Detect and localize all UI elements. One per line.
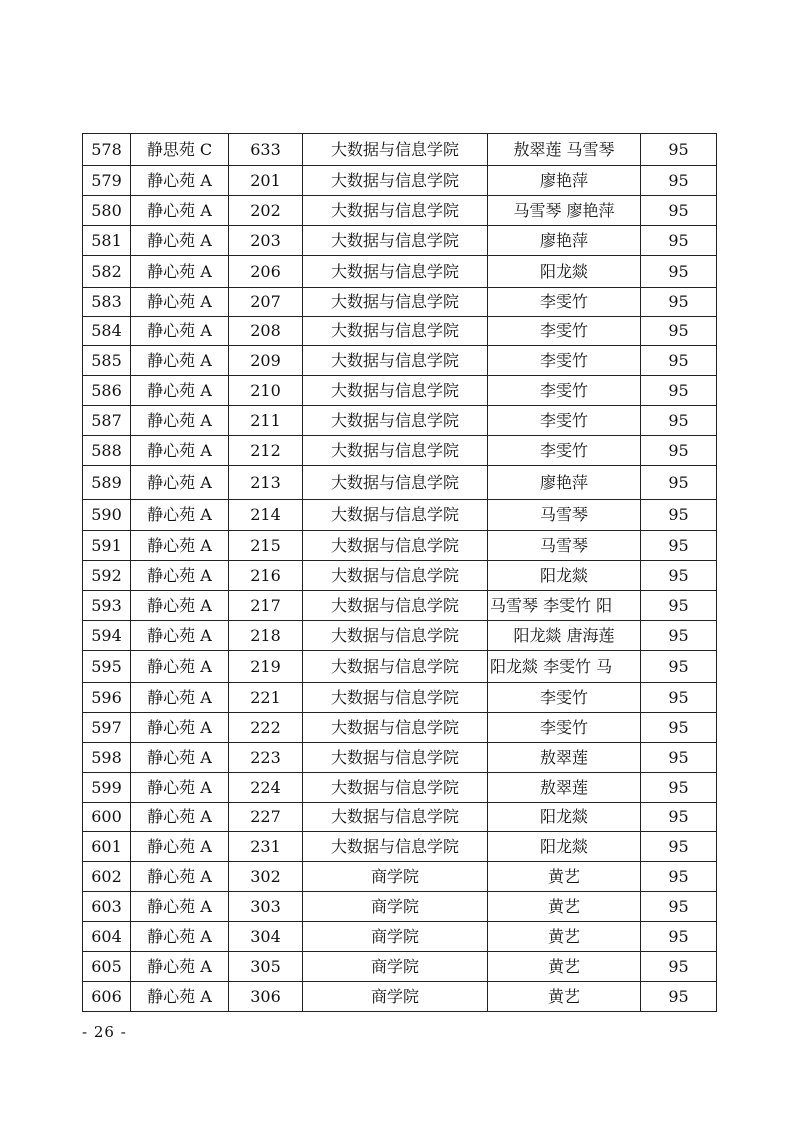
building-cell: 静心苑 A	[131, 832, 229, 862]
table-row	[83, 832, 717, 862]
row-number-cell: 579	[83, 166, 131, 196]
room-number-cell: 215	[229, 531, 303, 561]
score-cell: 95	[641, 531, 717, 561]
table-row	[83, 436, 717, 466]
building-cell: 静心苑 A	[131, 683, 229, 713]
table-row	[83, 561, 717, 591]
room-number-cell: 216	[229, 561, 303, 591]
building-cell: 静心苑 A	[131, 713, 229, 743]
score-cell: 95	[641, 713, 717, 743]
score-cell: 95	[641, 256, 717, 288]
row-number-cell: 593	[83, 591, 131, 621]
college-cell: 大数据与信息学院	[303, 436, 488, 466]
row-number-cell: 604	[83, 922, 131, 952]
table-row	[83, 376, 717, 406]
instructors-cell: 阳龙燚 唐海莲	[488, 621, 641, 651]
score-cell: 95	[641, 317, 717, 346]
college-cell: 大数据与信息学院	[303, 743, 488, 773]
instructors-cell: 黄艺	[488, 862, 641, 892]
room-number-cell: 219	[229, 651, 303, 683]
instructors-cell: 廖艳萍	[488, 466, 641, 500]
instructors-cell: 黄艺	[488, 922, 641, 952]
room-number-cell: 217	[229, 591, 303, 621]
instructors-cell: 马雪琴	[488, 531, 641, 561]
instructors-cell: 李雯竹	[488, 317, 641, 346]
instructors-cell: 敖翠莲 马雪琴	[488, 134, 641, 166]
table-row	[83, 982, 717, 1012]
row-number-cell: 596	[83, 683, 131, 713]
table-row	[83, 134, 717, 166]
building-cell: 静心苑 A	[131, 256, 229, 288]
college-cell: 商学院	[303, 922, 488, 952]
college-cell: 大数据与信息学院	[303, 832, 488, 862]
score-cell: 95	[641, 922, 717, 952]
college-cell: 大数据与信息学院	[303, 466, 488, 500]
instructors-cell: 李雯竹	[488, 683, 641, 713]
score-cell: 95	[641, 166, 717, 196]
table-row	[83, 713, 717, 743]
instructors-cell: 阳龙燚	[488, 256, 641, 288]
row-number-cell: 581	[83, 226, 131, 256]
table-row	[83, 743, 717, 773]
building-cell: 静心苑 A	[131, 862, 229, 892]
room-number-cell: 210	[229, 376, 303, 406]
row-number-cell: 587	[83, 406, 131, 436]
table-row	[83, 892, 717, 922]
room-number-cell: 211	[229, 406, 303, 436]
college-cell: 商学院	[303, 982, 488, 1012]
building-cell: 静心苑 A	[131, 982, 229, 1012]
table-row	[83, 346, 717, 376]
row-number-cell: 602	[83, 862, 131, 892]
table-row	[83, 862, 717, 892]
table-row	[83, 196, 717, 226]
building-cell: 静心苑 A	[131, 561, 229, 591]
college-cell: 大数据与信息学院	[303, 226, 488, 256]
score-cell: 95	[641, 288, 717, 317]
table-row	[83, 922, 717, 952]
college-cell: 大数据与信息学院	[303, 803, 488, 832]
table-row	[83, 651, 717, 683]
college-cell: 大数据与信息学院	[303, 406, 488, 436]
row-number-cell: 605	[83, 952, 131, 982]
room-number-cell: 221	[229, 683, 303, 713]
room-number-cell: 303	[229, 892, 303, 922]
college-cell: 大数据与信息学院	[303, 256, 488, 288]
instructors-cell: 黄艺	[488, 892, 641, 922]
instructors-cell: 廖艳萍	[488, 226, 641, 256]
building-cell: 静心苑 A	[131, 591, 229, 621]
building-cell: 静心苑 A	[131, 376, 229, 406]
instructors-cell: 马雪琴 廖艳萍	[488, 196, 641, 226]
score-cell: 95	[641, 683, 717, 713]
row-number-cell: 606	[83, 982, 131, 1012]
building-cell: 静心苑 A	[131, 406, 229, 436]
row-number-cell: 589	[83, 466, 131, 500]
row-number-cell: 583	[83, 288, 131, 317]
row-number-cell: 586	[83, 376, 131, 406]
instructors-cell: 阳龙燚	[488, 561, 641, 591]
score-cell: 95	[641, 862, 717, 892]
score-cell: 95	[641, 773, 717, 803]
college-cell: 大数据与信息学院	[303, 591, 488, 621]
room-number-cell: 218	[229, 621, 303, 651]
instructors-cell: 阳龙燚	[488, 832, 641, 862]
row-number-cell: 600	[83, 803, 131, 832]
row-number-cell: 582	[83, 256, 131, 288]
score-cell: 95	[641, 196, 717, 226]
table-row	[83, 803, 717, 832]
score-cell: 95	[641, 803, 717, 832]
row-number-cell: 594	[83, 621, 131, 651]
row-number-cell: 592	[83, 561, 131, 591]
instructors-cell: 李雯竹	[488, 346, 641, 376]
row-number-cell: 580	[83, 196, 131, 226]
college-cell: 大数据与信息学院	[303, 196, 488, 226]
row-number-cell: 598	[83, 743, 131, 773]
instructors-cell: 李雯竹	[488, 406, 641, 436]
college-cell: 大数据与信息学院	[303, 134, 488, 166]
table-body	[83, 134, 717, 1012]
college-cell: 大数据与信息学院	[303, 561, 488, 591]
college-cell: 大数据与信息学院	[303, 376, 488, 406]
room-number-cell: 224	[229, 773, 303, 803]
room-number-cell: 214	[229, 500, 303, 531]
score-cell: 95	[641, 591, 717, 621]
building-cell: 静心苑 A	[131, 196, 229, 226]
instructors-cell: 李雯竹	[488, 713, 641, 743]
college-cell: 商学院	[303, 952, 488, 982]
college-cell: 大数据与信息学院	[303, 651, 488, 683]
row-number-cell: 601	[83, 832, 131, 862]
building-cell: 静心苑 A	[131, 166, 229, 196]
row-number-cell: 585	[83, 346, 131, 376]
table-row	[83, 683, 717, 713]
room-number-cell: 209	[229, 346, 303, 376]
building-cell: 静心苑 A	[131, 531, 229, 561]
college-cell: 大数据与信息学院	[303, 500, 488, 531]
building-cell: 静心苑 A	[131, 922, 229, 952]
building-cell: 静心苑 A	[131, 773, 229, 803]
score-cell: 95	[641, 982, 717, 1012]
instructors-cell: 廖艳萍	[488, 166, 641, 196]
instructors-cell: 敖翠莲	[488, 743, 641, 773]
college-cell: 大数据与信息学院	[303, 773, 488, 803]
table-row	[83, 952, 717, 982]
row-number-cell: 603	[83, 892, 131, 922]
room-number-cell: 208	[229, 317, 303, 346]
score-cell: 95	[641, 651, 717, 683]
score-cell: 95	[641, 346, 717, 376]
instructors-cell: 阳龙燚 李雯竹 马	[488, 651, 641, 683]
row-number-cell: 590	[83, 500, 131, 531]
score-cell: 95	[641, 376, 717, 406]
instructors-cell: 敖翠莲	[488, 773, 641, 803]
room-number-cell: 305	[229, 952, 303, 982]
table-row	[83, 406, 717, 436]
building-cell: 静心苑 A	[131, 466, 229, 500]
room-number-cell: 231	[229, 832, 303, 862]
score-cell: 95	[641, 226, 717, 256]
table-row	[83, 288, 717, 317]
row-number-cell: 595	[83, 651, 131, 683]
table-row	[83, 226, 717, 256]
table-row	[83, 256, 717, 288]
score-cell: 95	[641, 500, 717, 531]
building-cell: 静心苑 A	[131, 621, 229, 651]
score-cell: 95	[641, 134, 717, 166]
instructors-cell: 李雯竹	[488, 288, 641, 317]
room-number-cell: 206	[229, 256, 303, 288]
table-row	[83, 466, 717, 500]
table-row	[83, 621, 717, 651]
instructors-cell: 马雪琴	[488, 500, 641, 531]
row-number-cell: 599	[83, 773, 131, 803]
table-row	[83, 500, 717, 531]
college-cell: 大数据与信息学院	[303, 288, 488, 317]
row-number-cell: 597	[83, 713, 131, 743]
college-cell: 大数据与信息学院	[303, 346, 488, 376]
college-cell: 大数据与信息学院	[303, 683, 488, 713]
building-cell: 静心苑 A	[131, 317, 229, 346]
table-row	[83, 531, 717, 561]
instructors-cell: 黄艺	[488, 952, 641, 982]
instructors-cell: 马雪琴 李雯竹 阳	[488, 591, 641, 621]
instructors-cell: 黄艺	[488, 982, 641, 1012]
score-cell: 95	[641, 952, 717, 982]
row-number-cell: 588	[83, 436, 131, 466]
table-row	[83, 166, 717, 196]
building-cell: 静心苑 A	[131, 346, 229, 376]
college-cell: 大数据与信息学院	[303, 317, 488, 346]
score-cell: 95	[641, 621, 717, 651]
room-number-cell: 202	[229, 196, 303, 226]
table-row	[83, 591, 717, 621]
room-number-cell: 302	[229, 862, 303, 892]
room-number-cell: 201	[229, 166, 303, 196]
building-cell: 静心苑 A	[131, 226, 229, 256]
building-cell: 静心苑 A	[131, 952, 229, 982]
room-number-cell: 212	[229, 436, 303, 466]
score-cell: 95	[641, 406, 717, 436]
room-number-cell: 223	[229, 743, 303, 773]
room-number-cell: 222	[229, 713, 303, 743]
college-cell: 大数据与信息学院	[303, 531, 488, 561]
college-cell: 大数据与信息学院	[303, 713, 488, 743]
building-cell: 静思苑 C	[131, 134, 229, 166]
page-number: - 26 -	[82, 1023, 127, 1041]
instructors-cell: 阳龙燚	[488, 803, 641, 832]
room-number-cell: 304	[229, 922, 303, 952]
building-cell: 静心苑 A	[131, 651, 229, 683]
score-cell: 95	[641, 561, 717, 591]
score-cell: 95	[641, 466, 717, 500]
room-number-cell: 633	[229, 134, 303, 166]
row-number-cell: 584	[83, 317, 131, 346]
score-cell: 95	[641, 832, 717, 862]
score-cell: 95	[641, 743, 717, 773]
score-cell: 95	[641, 436, 717, 466]
room-number-cell: 203	[229, 226, 303, 256]
score-cell: 95	[641, 892, 717, 922]
row-number-cell: 578	[83, 134, 131, 166]
room-number-cell: 213	[229, 466, 303, 500]
table-row	[83, 317, 717, 346]
room-number-cell: 227	[229, 803, 303, 832]
building-cell: 静心苑 A	[131, 288, 229, 317]
college-cell: 商学院	[303, 892, 488, 922]
college-cell: 大数据与信息学院	[303, 166, 488, 196]
building-cell: 静心苑 A	[131, 436, 229, 466]
building-cell: 静心苑 A	[131, 743, 229, 773]
college-cell: 大数据与信息学院	[303, 621, 488, 651]
college-cell: 商学院	[303, 862, 488, 892]
room-number-cell: 306	[229, 982, 303, 1012]
building-cell: 静心苑 A	[131, 803, 229, 832]
instructors-cell: 李雯竹	[488, 376, 641, 406]
building-cell: 静心苑 A	[131, 892, 229, 922]
room-number-cell: 207	[229, 288, 303, 317]
table-row	[83, 773, 717, 803]
instructors-cell: 李雯竹	[488, 436, 641, 466]
building-cell: 静心苑 A	[131, 500, 229, 531]
row-number-cell: 591	[83, 531, 131, 561]
dormitory-score-table	[82, 133, 717, 1012]
